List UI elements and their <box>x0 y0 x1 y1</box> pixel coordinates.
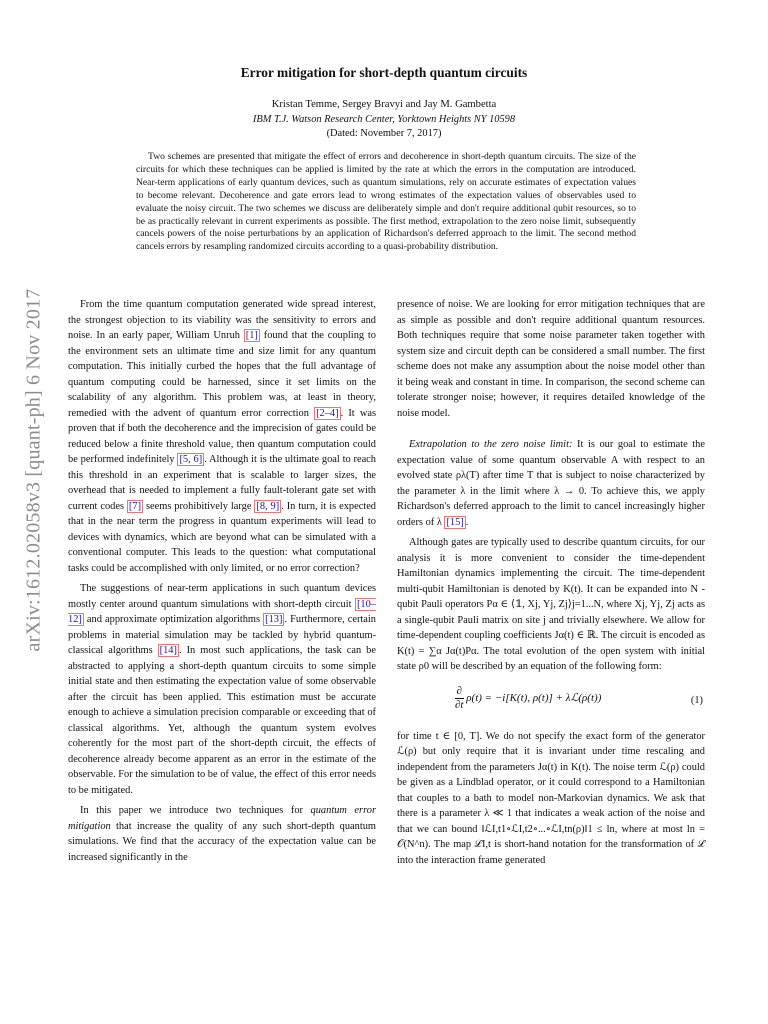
partial-derivative: $\frac{\partial}{\partial t}$ <box>455 684 464 711</box>
equation-number: (1) <box>690 694 703 706</box>
abstract: Two schemes are presented that mitigate the effect of errors and decoherence in short-depth quantum circuits. The size of the circuits for which these techniques can be applied is limited by the rate at which the errors in the computation are introduced. Near-term applications of early quantum devices, such as quantum simulations, rely on accurate estimates of expectation values to become relevant. Decoherence and gate errors lead to wrong estimates of the expectation values of observables used to evaluate the noisy circuit. The two schemes we discuss are deliberately simple and don't require additional qubit resources, so to be as practically relevant in current experiments as possible. The first method, extrapolation to the zero noise limit, subsequently cancels powers of the noise perturbations by an application of Richardson's deferred approach to the limit. The second method cancels errors by resampling randomized circuits according to a quasi-probability distribution. <box>136 151 636 253</box>
citation-link[interactable]: [1] <box>245 330 258 341</box>
citation-link[interactable]: [14] <box>159 645 177 656</box>
paragraph-this-paper: In this paper we introduce two techniques for quantum error mitigation that increase the quality of any such short-depth quantum simulations. We find that the accuracy of the expectation value can be increased significantly in the <box>68 805 376 863</box>
paragraph-extrapolation: Extrapolation to the zero noise limit: It is our goal to estimate the expectation value of some quantum observable A with respect to an evolved state ρλ(T) after time T that is subject to noise characterized by the parameter λ in the limit where λ → 0. To achieve this, we apply Richardson's deferred approach to the limit to cancel increasingly higher orders of λ [15] . <box>397 439 705 528</box>
right-column <box>397 297 705 873</box>
paper-title: Error mitigation for short-depth quantum circuits <box>240 65 528 80</box>
paragraph-applications: The suggestions of near-term applications in such quantum devices mostly center around quantum simulations with short-depth circuit [10–12] and approximate optimization algorithms [13] . Furthermore, certain problems in material simulation may be tackled by hybrid quantum-classical algorithms [14] . In most such applications, the task can be abstracted to applying a short-depth quantum circuits to some simple initial state and then estimating the expectation value of some observable after the circuit has been applied. This estimation must be accurate enough to achieve a simulation precision comparable or exceeding that of classical algorithms. Yet, although the quantum system evolves coherently for the most part of the short-depth circuit, the effects of decoherence already become apparent as an error in the estimate of the observable. For the simulation to be of value, the effect of this error needs to be mitigated. <box>68 583 377 796</box>
left-column <box>68 297 376 870</box>
affiliation: IBM T.J. Watson Research Center, Yorktown Heights NY 10598 <box>252 114 516 125</box>
equation-1 <box>397 681 705 721</box>
citation-link[interactable]: [7] <box>128 500 142 512</box>
paragraph-generator: for time t ∈ [0, T]. We do not specify the exact form of the generator ℒ(ρ) but only require that it is invariant under time rescaling and independent from the parameters Jα(t) in K(t). The noise term ℒ(ρ) could be given as a Lindblad operator, or it could correspond to a Hamiltonian that couples to a bath to model non-Markovian dynamics. We ask that there is a parameter λ ≪ 1 that indicates a weak action of the noise and that we can bound ‖ℒI,t1∘ℒI,t2∘...∘ℒI,tn(ρ)‖1 ≤ ln, where at most ln = 𝒪(N^n). The map ℒI,t is short-hand notation for the transformation of ℒ into the interaction frame generated <box>397 730 705 866</box>
arxiv-id: arXiv:1612.02058v3 [quant-ph] 6 Nov 2017 <box>22 288 45 652</box>
citation-link[interactable]: [2–4] <box>316 407 339 419</box>
citation-link[interactable]: [10–12] <box>68 598 376 625</box>
paragraph-continued: presence of noise. We are looking for error mitigation techniques that are as simple as possible and don't require additional quantum resources. Both techniques require that some noise parameter taken together with system size and circuit depth can be considered a small number. The first scheme does not make any assumption about the noise model other than it being weak and constant in time. In comparison, the second scheme can tolerate stronger noise; however, it requires detailed knowledge of the noise model. <box>397 299 705 419</box>
equation-rhs: ρ(t) = −i[K(t), ρ(t)] + λℒ(ρ(t)) <box>466 691 602 704</box>
citation-link[interactable]: [5, 6] <box>179 454 203 465</box>
date-line: (Dated: November 7, 2017) <box>326 128 442 139</box>
arxiv-sidebar-stamp <box>14 250 54 690</box>
section-lead: Extrapolation to the zero noise limit: <box>409 439 573 450</box>
paragraph-intro: From the time quantum computation generated wide spread interest, the strongest objection to its viability was the sensitivity to errors and noise. In an early paper, William Unruh [1] found that the coupling to the environment sets an ultimate time and size limit for any quantum computation. This initially curbed the hopes that the full advantage of quantum computing could be harnessed, since it set limits on the scalability of any algorithm. This problem was, at least in theory, remedied with the advent of quantum error correction [2–4] . It was proven that if both the decoherence and the imprecision of gates could be reduced below a finite threshold value, then quantum computation could be performed indefinitely [5, 6] . Although it is the ultimate goal to reach this threshold in an experiment that is scalable to larger sizes, the overhead that is needed to implement a fully fault-tolerant gate set with current codes [7] seems prohibitively large [8, 9] . In turn, it is expected that in the near term the progress in quantum experiments will lead to devices with dynamics, which are beyond what can be simulated with a conventional computer. This leads to the question: what computational tasks could be accomplished with only limited, or no error correction? <box>68 299 376 574</box>
citation-link[interactable]: [15] <box>446 516 464 528</box>
authors: Kristan Temme, Sergey Bravyi and Jay M. Gambetta <box>271 99 497 110</box>
paragraph-hamiltonian: Although gates are typically used to describe quantum circuits, for our analysis it is more convenient to consider the time-dependent Hamiltonian dynamics implementing the circuit. The time-dependent multi-qubit Hamiltonian is denoted by K(t). It can be expanded into N - qubit Pauli operators Pα ∈ ⟨𝟙, Xj, Yj, Zj⟩j=1...N, where Xj, Yj, Zj acts as a single-qubit Pauli matrix on site j and trivially elsewhere. We allow for time-dependent coupling coefficients Jα(t) ∈ ℝ. The circuit is encoded as K(t) = ∑α Jα(t)Pα. The total evolution of the open system with initial state ρ0 will be described by an equation of the following form: <box>397 537 705 672</box>
citation-link[interactable]: [8, 9] <box>256 500 280 512</box>
citation-link[interactable]: [13] <box>265 614 283 625</box>
